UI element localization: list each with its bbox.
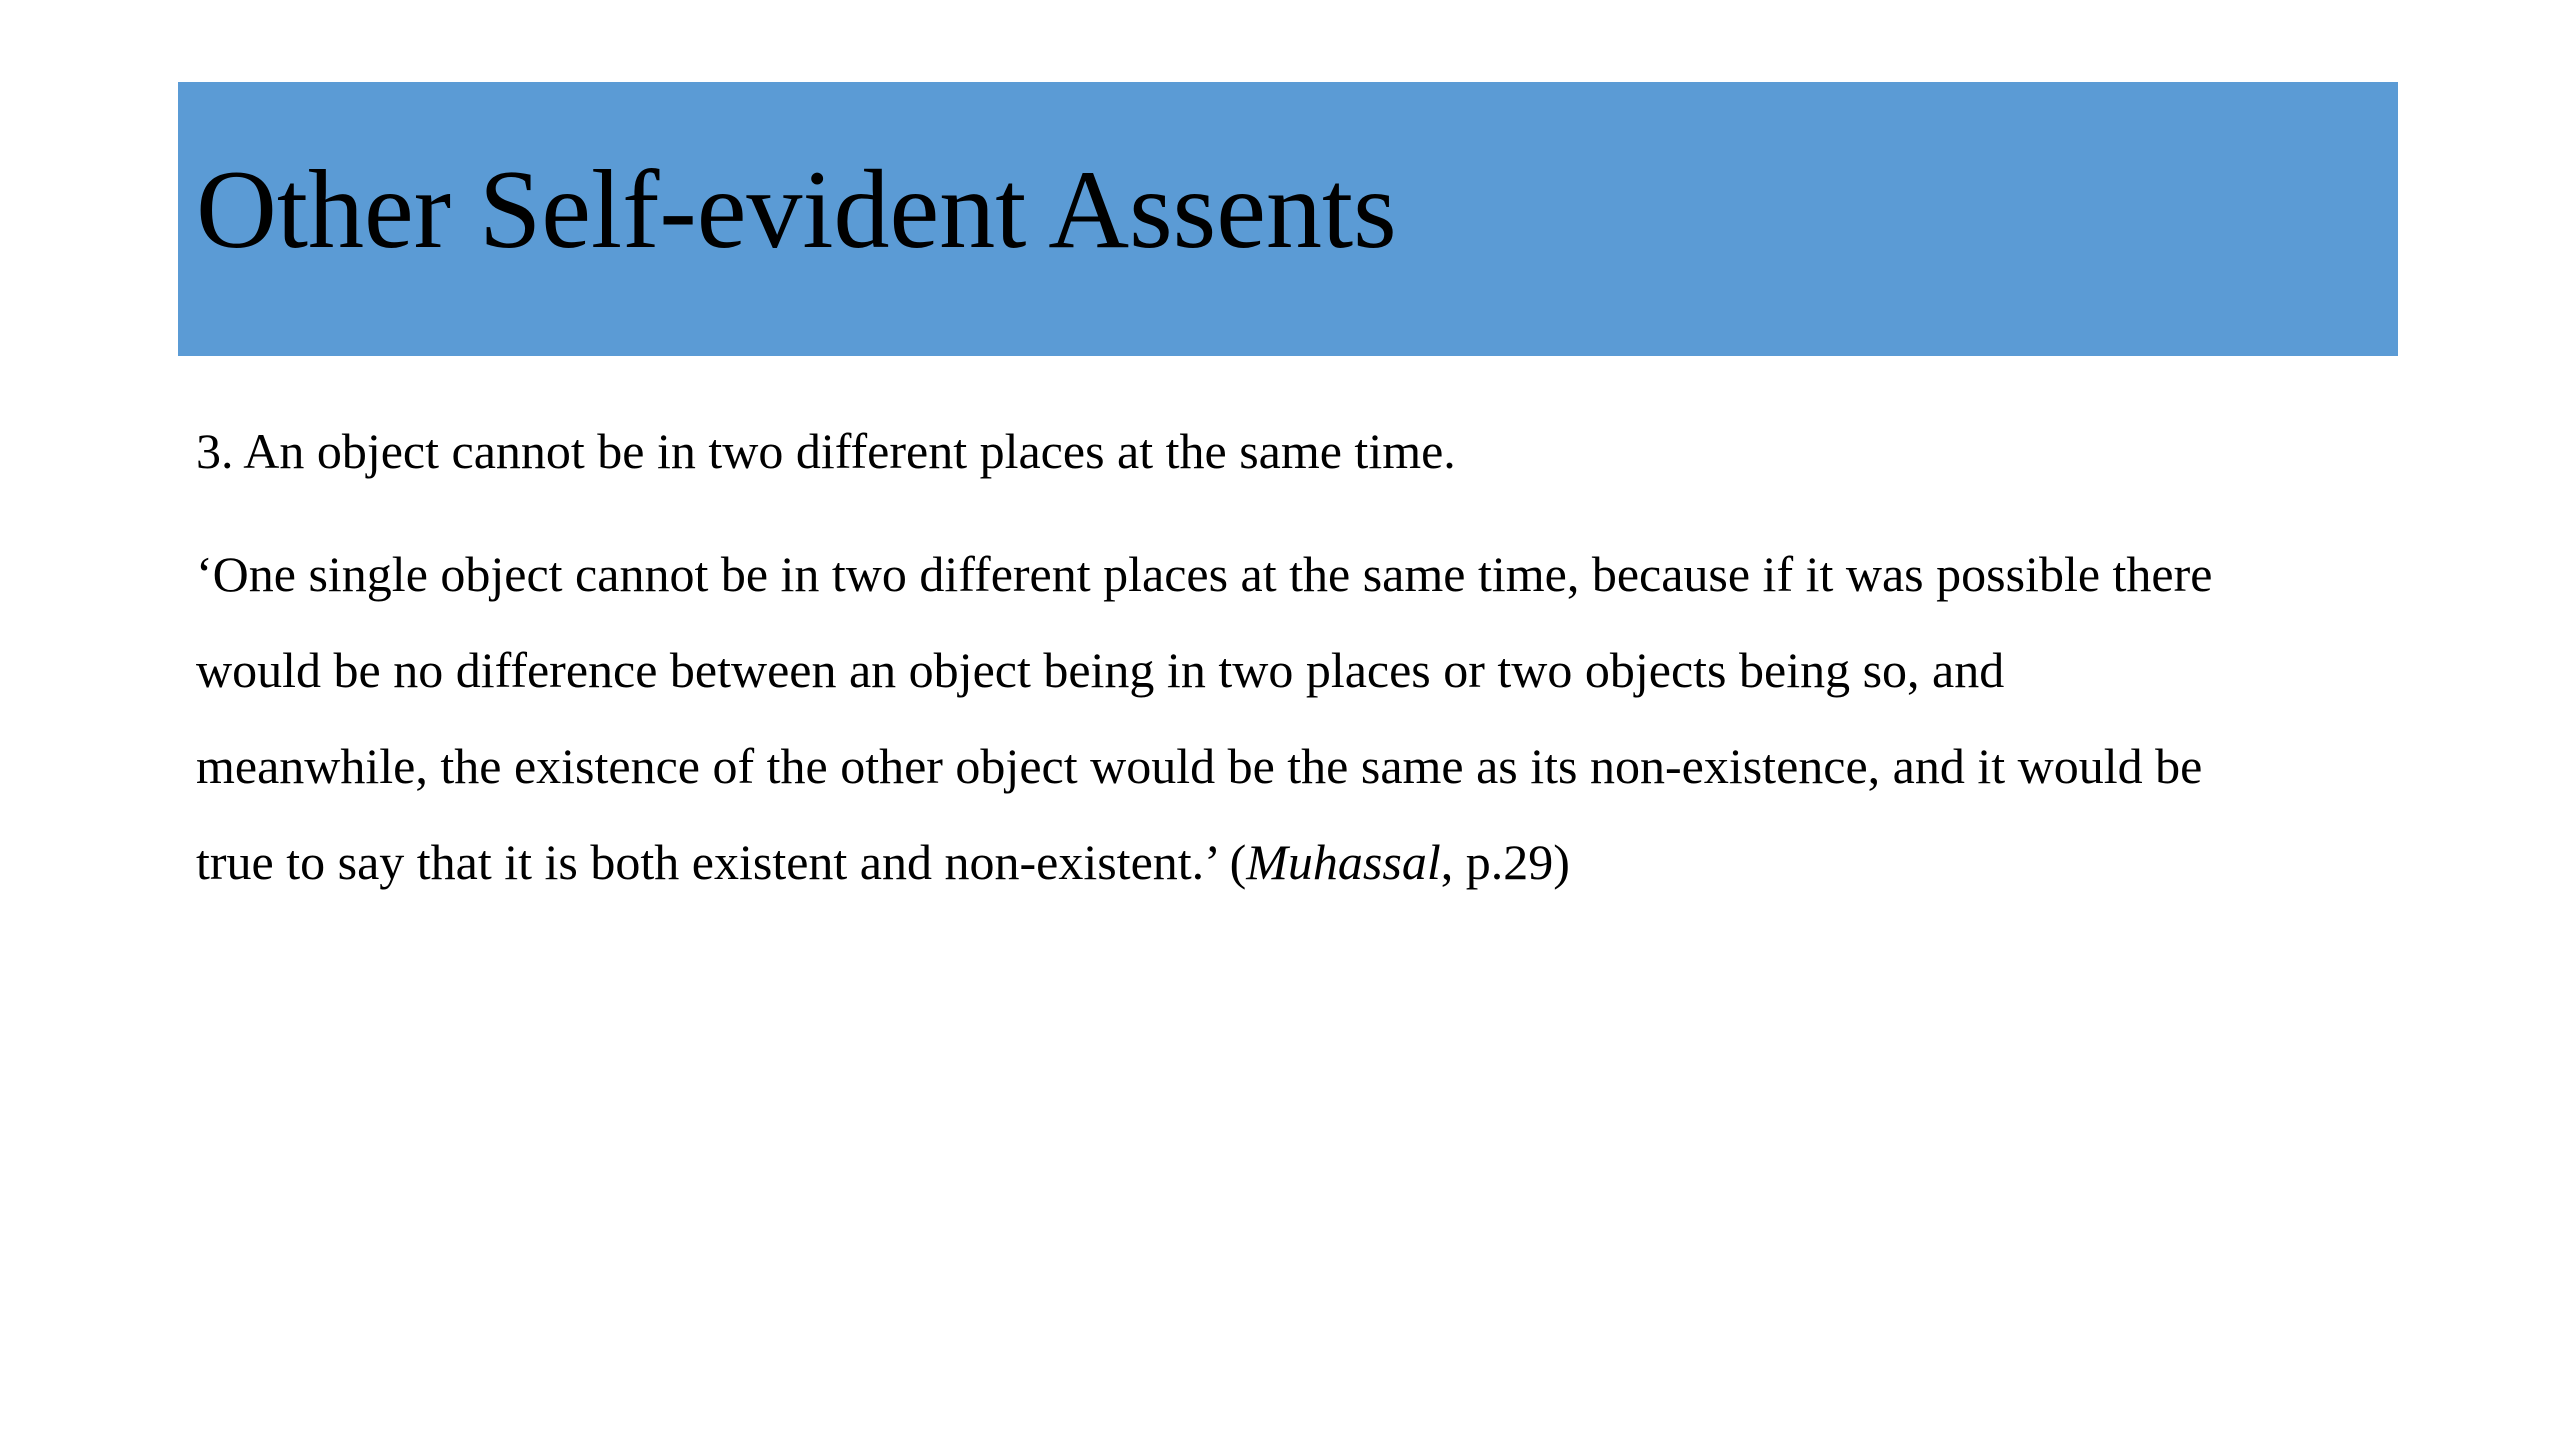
- quote-paragraph: [196, 526, 2396, 910]
- citation-title: Muhassal: [1246, 834, 1441, 890]
- quote-line-last: [196, 814, 2396, 910]
- quote-last-text: true to say that it is both existent and non-existent.’ (: [196, 834, 1247, 890]
- title-banner: [178, 82, 2398, 356]
- slide-title: Other Self-evident Assents: [196, 148, 1397, 272]
- citation-page: , p.29): [1440, 834, 1570, 890]
- slide-body: [196, 418, 2396, 910]
- quote-line: ‘One single object cannot be in two different places at the same time, because if it was possible there: [196, 546, 2213, 602]
- quote-line: would be no difference between an object being in two places or two objects being so, and: [196, 642, 2005, 698]
- point-text: 3. An object cannot be in two different places at the same time.: [196, 423, 1456, 479]
- quote-line: meanwhile, the existence of the other object would be the same as its non-existence, and it would be: [196, 738, 2203, 794]
